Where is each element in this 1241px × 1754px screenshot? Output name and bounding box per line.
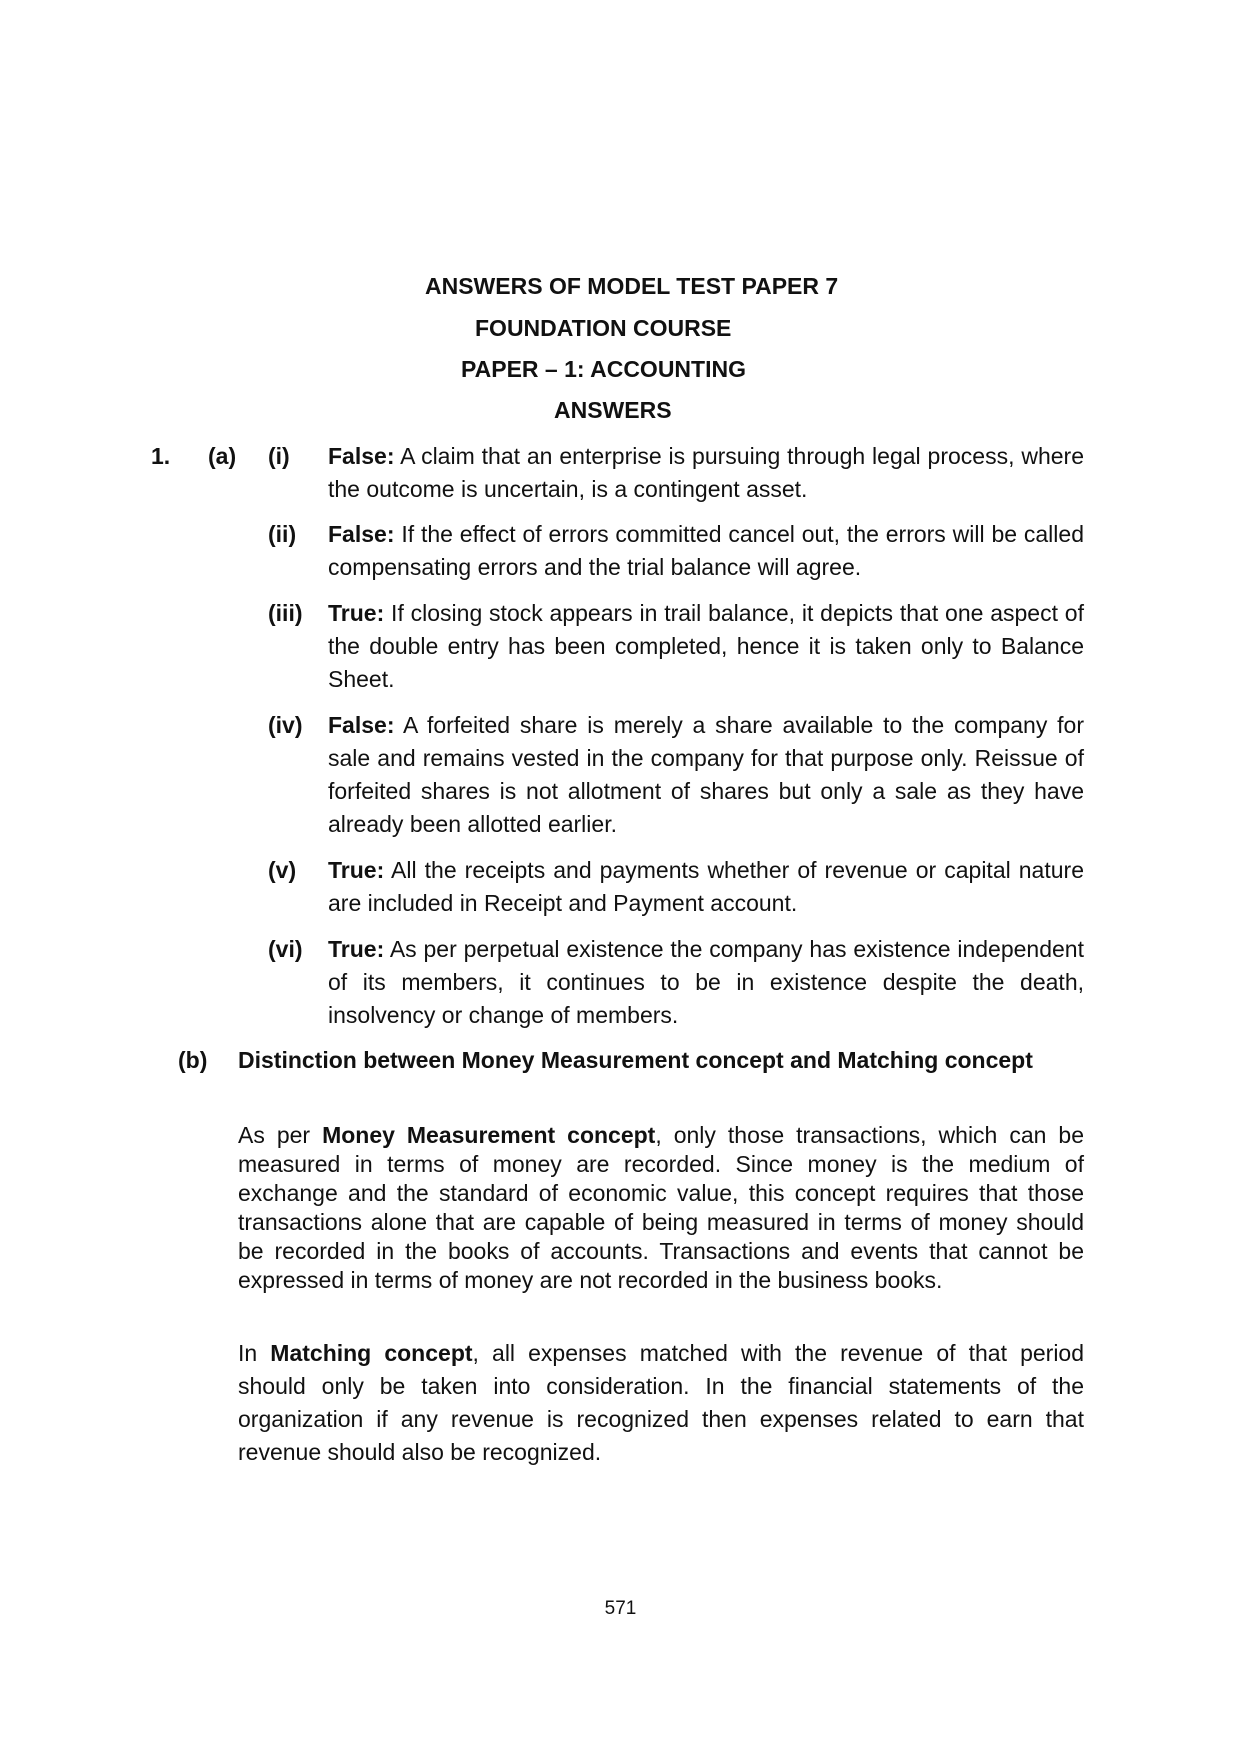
money-measurement-paragraph: As per Money Measurement concept, only those transactions, which can be measured in terms of money are recorded. Since money is the medium of exchange and the standard of economic value, this concept requires that those transactions alone that are capable of being measured in terms of money should be recorded in the books of accounts. Transactions and events that cannot be expressed in terms of money are not recorded in the business books. bbox=[238, 1122, 1084, 1293]
part-b-label: (b) bbox=[178, 1047, 208, 1073]
part-a-label: (a) bbox=[208, 443, 237, 469]
question-number: 1. bbox=[151, 443, 171, 469]
item-vi-text: True: As per perpetual existence the company has existence independent of its members, it continues to be in existence despite the death, insolvency or change of members. bbox=[328, 936, 1084, 1028]
item-i-label: (i) bbox=[268, 443, 290, 469]
item-iii-text: True: If closing stock appears in trail balance, it depicts that one aspect of the double entry has been completed, hence it is taken only to Balance Sheet. bbox=[328, 600, 1084, 692]
item-iv-label: (iv) bbox=[268, 712, 303, 738]
item-ii-label: (ii) bbox=[268, 521, 297, 547]
part-b-title: Distinction between Money Measurement concept and Matching concept bbox=[238, 1047, 1033, 1073]
item-i-text: False: A claim that an enterprise is pursuing through legal process, where the outcome is uncertain, is a contingent asset. bbox=[328, 443, 1084, 502]
page-number: 571 bbox=[604, 1598, 637, 1619]
item-ii-text: False: If the effect of errors committed cancel out, the errors will be called compensating errors and the trial balance will agree. bbox=[328, 521, 1084, 580]
title-answers-model-test: ANSWERS OF MODEL TEST PAPER 7 bbox=[425, 273, 839, 299]
item-v-label: (v) bbox=[268, 857, 297, 883]
title-answers: ANSWERS bbox=[554, 397, 672, 423]
item-v-text: True: All the receipts and payments whether of revenue or capital nature are included in Receipt and Payment account. bbox=[328, 857, 1084, 916]
item-iv-text: False: A forfeited share is merely a share available to the company for sale and remains vested in the company for that purpose only. Reissue of forfeited shares is not allotment of shares but only a sale as they have already been allotted earlier. bbox=[328, 712, 1084, 837]
matching-concept-paragraph: In Matching concept, all expenses matched with the revenue of that period should only be taken into consideration. In the financial statements of the organization if any revenue is recognized then expenses related to earn that revenue should also be recognized. bbox=[238, 1340, 1085, 1465]
title-foundation-course: FOUNDATION COURSE bbox=[475, 315, 732, 341]
item-iii-label: (iii) bbox=[268, 600, 303, 626]
item-vi-label: (vi) bbox=[268, 936, 303, 962]
title-paper-accounting: PAPER – 1: ACCOUNTING bbox=[461, 356, 746, 382]
